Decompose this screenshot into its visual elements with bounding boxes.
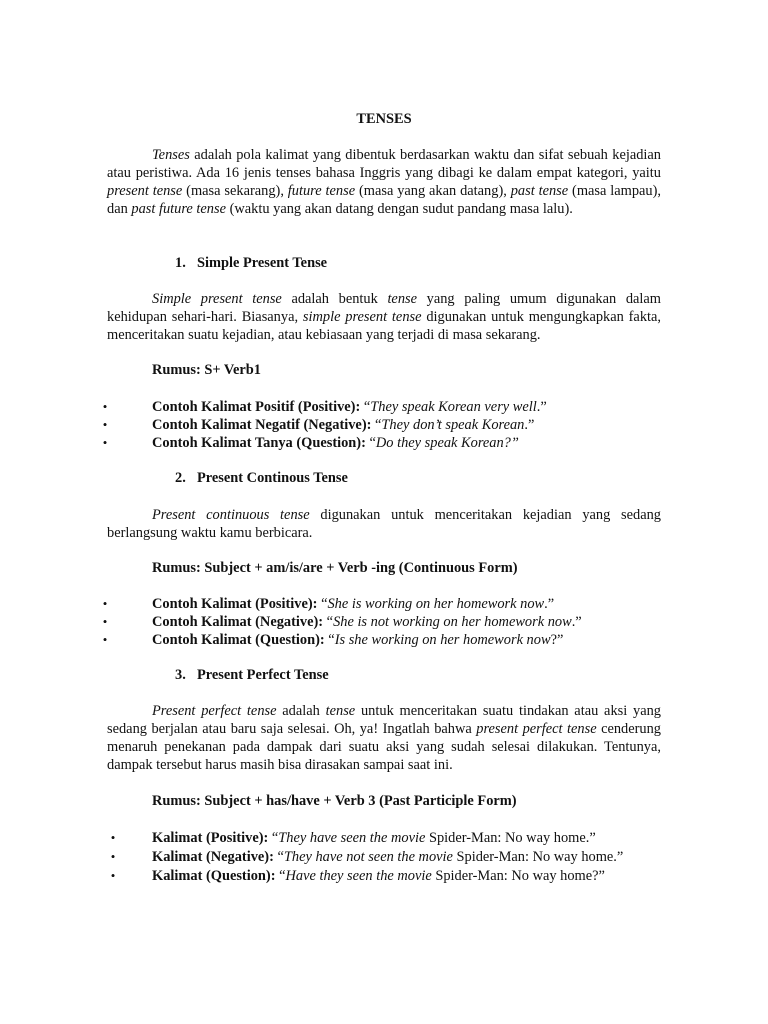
bullet-icon: • [102, 614, 108, 629]
bullet-icon: • [102, 399, 108, 414]
list-item: • Contoh Kalimat (Negative): “She is not working on her homework now.” [100, 613, 582, 631]
section-2-examples [100, 595, 582, 649]
bullet-icon: • [110, 868, 116, 883]
bullet-icon: • [102, 632, 108, 647]
section-2-paragraph: Present continuous tense digunakan untuk menceritakan kejadian yang sedang berlangsung waktu kamu berbicara. [107, 507, 661, 541]
list-item: • Kalimat (Positive): “They have seen the movie Spider-Man: No way home.” [100, 829, 623, 848]
list-item: • Contoh Kalimat Negatif (Negative): “They don’t speak Korean.” [100, 416, 547, 434]
section-heading-2: 2. Present Continous Tense [175, 470, 348, 486]
bullet-icon: • [102, 417, 108, 432]
list-item: • Kalimat (Question): “Have they seen the movie Spider-Man: No way home?” [100, 867, 623, 886]
page-title: TENSES [356, 111, 412, 127]
list-item: • Kalimat (Negative): “They have not seen the movie Spider-Man: No way home.” [100, 848, 623, 867]
section-2-formula: Rumus: Subject + am/is/are + Verb -ing (Continuous Form) [152, 560, 518, 576]
section-1-paragraph: Simple present tense adalah bentuk tense yang paling umum digunakan dalam kehidupan sehari-hari. Biasanya, simple present tense digunakan untuk mengungkapkan fakta, menceritakan suatu kejadian, atau kebiasaan yang terjadi di masa sekarang. [107, 291, 661, 343]
bullet-icon: • [110, 830, 116, 845]
section-3-formula: Rumus: Subject + has/have + Verb 3 (Past Participle Form) [152, 793, 517, 809]
intro-paragraph: Tenses adalah pola kalimat yang dibentuk berdasarkan waktu dan sifat sebuah kejadian atau peristiwa. Ada 16 jenis tenses bahasa Inggris yang dibagi ke dalam empat kategori, yaitu present tense (masa sekarang), future tense (masa yang akan datang), past tense (masa lampau), dan past future tense (waktu yang akan datang dengan sudut pandang masa lalu). [107, 147, 662, 217]
list-item: • Contoh Kalimat Positif (Positive): “They speak Korean very well.” [100, 398, 547, 416]
section-3-paragraph: Present perfect tense adalah tense untuk menceritakan suatu tindakan atau aksi yang sedang berjalan atau baru saja selesai. Oh, ya! Ingatlah bahwa present perfect tense cenderung menaruh penekanan pada dampak dari suatu aksi yang sudah selesai dilakukan. Tentunya, dampak tersebut harus masih bisa dirasakan sampai saat ini. [107, 703, 662, 773]
list-item: • Contoh Kalimat Tanya (Question): “Do they speak Korean?” [100, 434, 547, 452]
list-item: • Contoh Kalimat (Question): “Is she working on her homework now?” [100, 631, 582, 649]
list-item: • Contoh Kalimat (Positive): “She is working on her homework now.” [100, 595, 582, 613]
section-heading-1: 1. Simple Present Tense [175, 255, 328, 271]
bullet-icon: • [102, 435, 108, 450]
section-3-examples [100, 829, 623, 886]
bullet-icon: • [110, 849, 116, 864]
section-heading-3: 3. Present Perfect Tense [175, 667, 329, 683]
section-1-formula: Rumus: S+ Verb1 [152, 362, 261, 378]
section-1-examples [100, 398, 547, 452]
bullet-icon: • [102, 596, 108, 611]
